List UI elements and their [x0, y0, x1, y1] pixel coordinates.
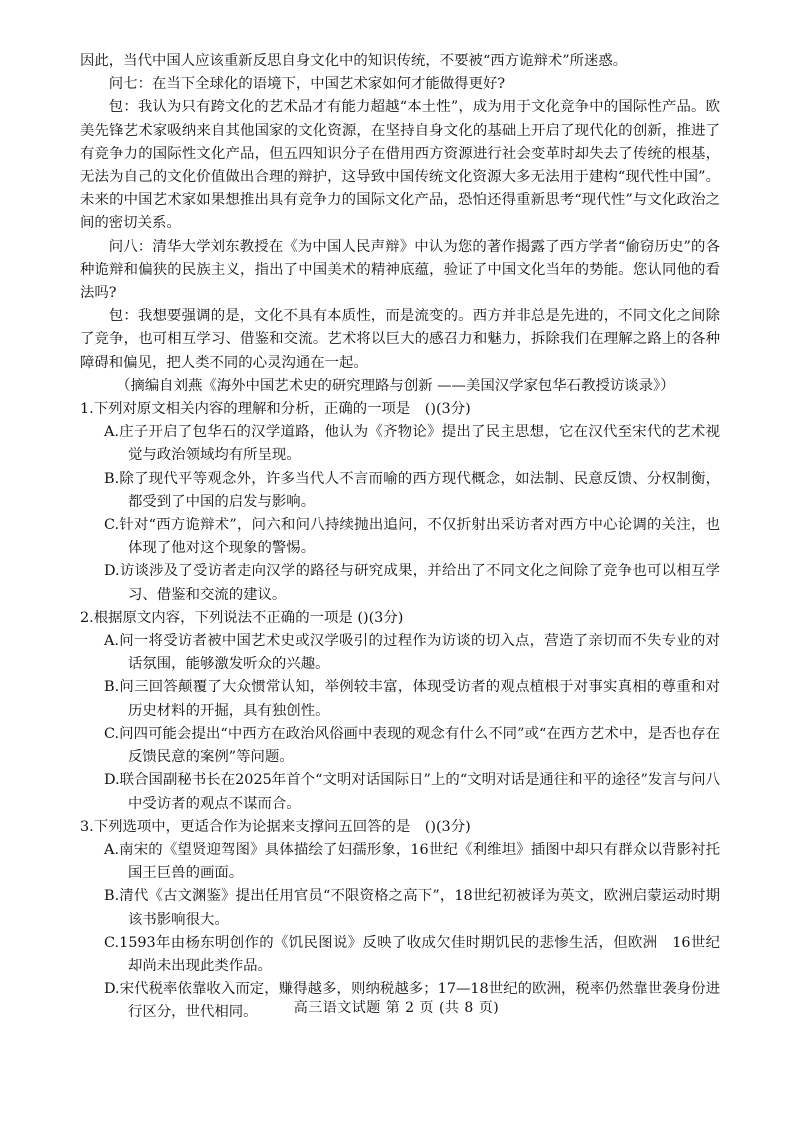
- question-stem: 2.根据原文内容，下列说法不正确的一项是 ()(3分): [80, 609, 404, 626]
- passage: [80, 50, 720, 375]
- question-stem: 1.下列对原文相关内容的理解和分析，正确的一项是 ()(3分): [80, 401, 471, 418]
- passage-paragraph: 包：我想要强调的是，文化不具有本质性，而是流变的。西方并非总是先进的，不同文化之间除了竞争，也可相互学习、借鉴和交流。艺术将以巨大的感召力和魅力，拆除我们在理解之路上的各种障碍和偏见，把人类不同的心灵沟通在一起。: [80, 308, 720, 371]
- answer-option: C.1593年由杨东明创作的《饥民图说》反映了收成欠佳时期饥民的悲惨生活，但欧洲 16世纪却尚未出现此类作品。: [104, 934, 720, 974]
- passage-paragraph: 问七：在当下全球化的语境下，中国艺术家如何才能做得更好?: [108, 76, 506, 93]
- answer-option: B.除了现代平等观念外，许多当代人不言而喻的西方现代概念，如法制、民意反馈、分权制衡，都受到了中国的启发与影响。: [104, 470, 720, 510]
- answer-option: D.联合国副秘书长在2025年首个“文明对话国际日”上的“文明对话是通往和平的途径”发言与问八中受访者的观点不谋而合。: [104, 772, 720, 812]
- answer-option: C.问四可能会提出“中西方在政治风俗画中表现的观念有什么不同”或“在西方艺术中，是否也存在反馈民意的案例”等问题。: [104, 725, 720, 766]
- answer-option: B.清代《古文渊鉴》提出任用官员“不限资格之高下”，18世纪初被译为英文，欧洲启蒙运动时期该书影响很大。: [104, 888, 720, 928]
- source-citation: （摘编自刘燕《海外中国艺术史的研究理路与创新 ——美国汉学家包华石教授访谈录》）: [116, 377, 675, 394]
- passage-paragraph: 包：我认为只有跨文化的艺术品才有能力超越“本土性”，成为用于文化竞争中的国际性产品。欧美先锋艺术家吸纳来自其他国家的文化资源，在坚持自身文化的基础上开启了现代化的创新，推进了有竞争力的国际性文化产品，但五四知识分子在借用西方资源进行社会变革时却失去了传统的根基，无法为自己的文化价值做出合理的辩护，这导致中国传统文化资源大多无法用于建构“现代性中国”。未来的中国艺术家如果想推出具有竞争力的国际文化产品，恐怕还得重新思考“现代性”与文化政治之间的密切关系。: [80, 99, 720, 232]
- page-footer: 高三语文试题 第 2 页 (共 8 页): [293, 1000, 500, 1016]
- passage-paragraph: 问八：清华大学刘东教授在《为中国人民声辩》中认为您的著作揭露了西方学者“偷窃历史”的各种诡辩和偏狭的民族主义，指出了中国美术的精神底蕴，验证了中国文化当年的势能。您认同他的看法吗?: [80, 238, 720, 302]
- answer-option: C.针对“西方诡辩术”，问六和问八持续抛出追问，不仅折射出采访者对西方中心论调的关注，也体现了他对这个现象的警惕。: [104, 517, 720, 557]
- answer-option: A.问一将受访者被中国艺术史或汉学吸引的过程作为访谈的切入点，营造了亲切而不失专业的对话氛围，能够激发听众的兴趣。: [104, 633, 720, 673]
- question-block: [80, 398, 720, 607]
- page-content: [80, 50, 720, 1025]
- question-block: [80, 816, 720, 1025]
- answer-option: D.宋代税率依靠收入而定，赚得越多，则纳税越多；17—18世纪的欧洲，税率仍然靠世袭身份进行区分，世代相同。: [104, 981, 720, 1021]
- answer-option: A.庄子开启了包华石的汉学道路，他认为《齐物论》提出了民主思想，它在汉代至宋代的艺术视觉与政治领域均有所呈现。: [104, 424, 720, 464]
- answer-option: B.问三回答颠覆了大众惯常认知，举例较丰富，体现受访者的观点植根于对事实真相的尊重和对历史材料的开掘，具有独创性。: [104, 679, 720, 719]
- answer-option: D.访谈涉及了受访者走向汉学的路径与研究成果，并给出了不同文化之间除了竞争也可以相互学习、借鉴和交流的建议。: [104, 563, 720, 603]
- question-stem: 3.下列选项中，更适合作为论据来支撑问五回答的是 ()(3分): [80, 818, 471, 835]
- answer-option: A.南宋的《望贤迎驾图》具体描绘了妇孺形象，16世纪《利维坦》插图中却只有群众以背影衬托国王巨兽的画面。: [104, 841, 720, 882]
- question-block: [80, 607, 720, 816]
- passage-paragraph: 因此，当代中国人应该重新反思自身文化中的知识传统，不要被“西方诡辩术”所迷惑。: [80, 53, 628, 69]
- question-list: [80, 398, 720, 1024]
